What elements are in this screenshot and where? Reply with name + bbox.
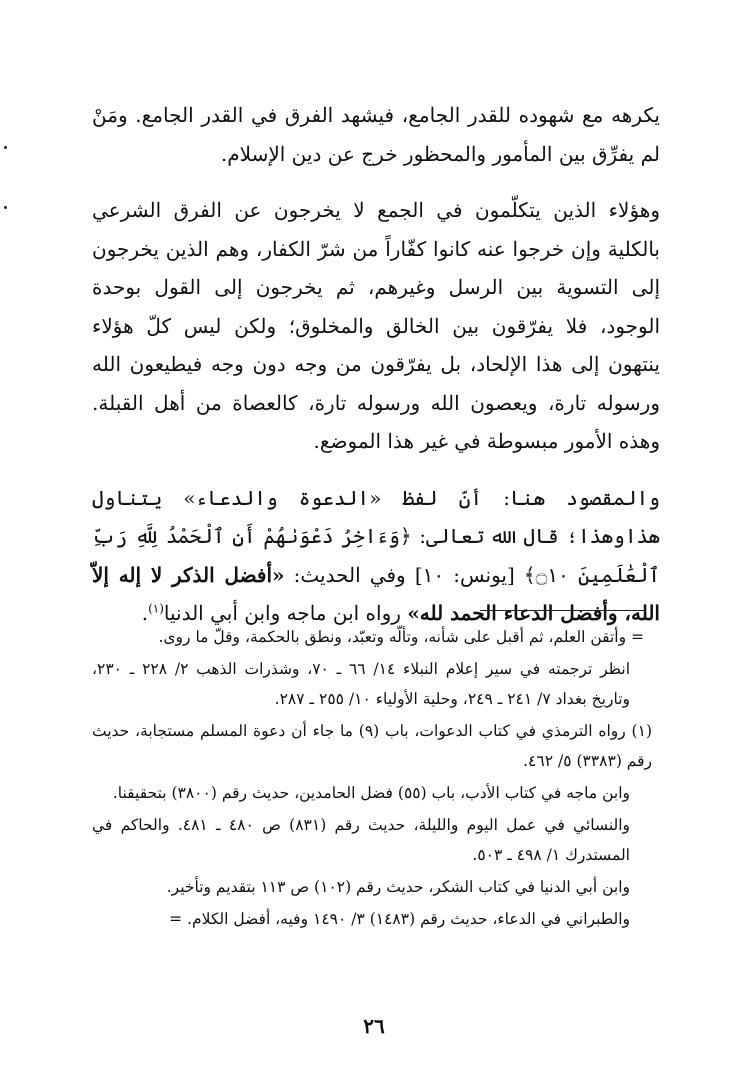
footnote-line: والنسائي في عمل اليوم والليلة، حديث رقم (٨٣١) ص ٤٨٠ ـ ٤٨١. والحاكم في المستدرك ١/ ٤٩٨ ـ ٥٠٣.: [92, 816, 631, 864]
footnote-divider: [480, 610, 644, 611]
main-text: [92, 96, 660, 633]
paragraph-3-source: رواه ابن ماجه وابن أبي الدنيا: [163, 601, 408, 625]
footnote-continued: = وأتقن العلم، ثم أقبل على شأنه، وتألّه وتعبّد، ونطق بالحكمة، وقلّ ما روى.: [158, 628, 644, 646]
paragraph-1: يكرهه مع شهوده للقدر الجامع، فيشهد الفرق في القدر الجامع. ومَنْ لم يفرِّق بين المأمور والمحظور خرج عن دين الإسلام.: [92, 103, 660, 166]
footnote-ref: (١): [148, 601, 164, 616]
margin-mark: [4, 146, 7, 149]
paragraph-2: وهؤلاء الذين يتكلّمون في الجمع لا يخرجون عن الفرق الشرعي بالكلية وإن خرجوا عنه كانوا كفّاراً من شرّ الكفار، وهم الذين يخرجون إلى التسوية بين الرسل وغيرهم، ثم يخرجون إلى القول بوحدة الوجود، فلا يفرّقون بين الخالق والمخلوق؛ ولكن ليس كلّ هؤلاء ينتهون إلى هذا الإلحاد، بل يفرّقون من وجه دون وجه فيطيعون الله ورسوله تارة، ويعصون الله ورسوله تارة، كالعصاة من أهل القبلة. وهذه الأمور مبسوطة في غير هذا الموضع.: [92, 198, 660, 453]
footnote-line: وابن ماجه في كتاب الأدب، باب (٥٥) فضل الحامدين، حديث رقم (٣٨٠٠) بتحقيقنا.: [112, 784, 630, 802]
footnote-line: والطبراني في الدعاء، حديث رقم (١٤٨٣) ٣/ ١٤٩٠ وفيه، أفضل الكلام. =: [169, 910, 630, 928]
footnote-line: وابن أبي الدنيا في كتاب الشكر، حديث رقم (١٠٢) ص ١١٣ بتقديم وتأخير.: [166, 878, 630, 896]
margin-mark: [4, 206, 7, 209]
paragraph-3-end: .: [141, 601, 149, 625]
footnote-1: (١) رواه الترمذي في كتاب الدعوات، باب (٩) ما جاء أن دعوة المسلم مستجابة، حديث رقم (٣٣٨٣) ٥/ ٤٦٢.: [92, 722, 652, 770]
page-number: ٢٦: [363, 1014, 385, 1038]
footnotes: [92, 622, 652, 936]
footnote-line: انظر ترجمته في سير إعلام النبلاء ١٤/ ٦٦ ـ ٧٠، وشذرات الذهب ٢/ ٢٢٨ ـ ٢٣٠، وتاريخ بغداد ٧/ ٢٤١ ـ ٢٤٩، وحلية الأولياء ١٠/ ٢٥٥ ـ ٢٨٧.: [92, 660, 631, 708]
hadith-quote: «أفضل الذكر لا إله إلاّ الله، وأفضل الدعاء الحمد لله»: [92, 562, 660, 625]
paragraph-3-intro: والمقصود هنا: أنّ لفظ «الدعوة والدعاء» يتناول هذاوهذا؛ قال الله تعالى: ﴿وَءَاخِرُ دَعْوَىٰهُمْ أَنِ ٱلْحَمْدُ لِلَّهِ رَبِّ ٱلْعَٰلَمِينَ ۝١٠﴾ [يونس: ١٠] وفي الحديث:: [92, 485, 660, 587]
